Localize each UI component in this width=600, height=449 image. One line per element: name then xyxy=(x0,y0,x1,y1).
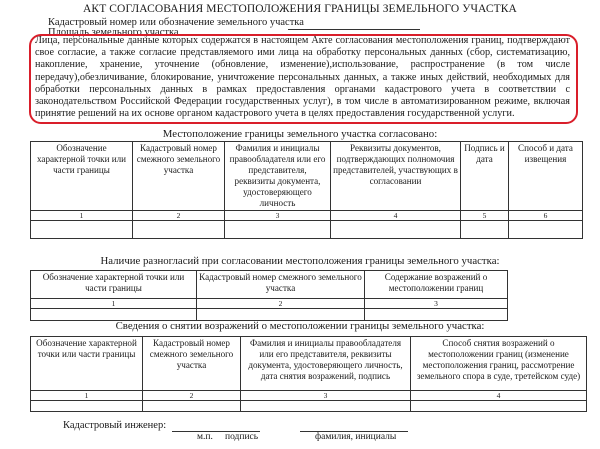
column-number: 2 xyxy=(143,391,241,401)
agreement-header-cell: Подпись и дата xyxy=(461,142,509,211)
agreement-header-cell: Реквизиты документов, подтверждающих полномочия представителей, участвующих в согласовании xyxy=(331,142,461,211)
name-label: фамилия, инициалы xyxy=(315,432,397,442)
agreement-header-cell: Кадастровый номер смежного земельного участка xyxy=(133,142,225,211)
column-number: 1 xyxy=(31,299,197,309)
empty-cell[interactable] xyxy=(225,221,331,239)
empty-cell[interactable] xyxy=(331,221,461,239)
agreement-header-cell: Обозначение характерной точки или части границы xyxy=(31,142,133,211)
cadastral-number-blank[interactable] xyxy=(288,29,420,30)
document-title: АКТ СОГЛАСОВАНИЯ МЕСТОПОЛОЖЕНИЯ ГРАНИЦЫ ЗЕМЕЛЬНОГО УЧАСТКА xyxy=(83,3,517,15)
column-number: 4 xyxy=(331,211,461,221)
column-number: 6 xyxy=(509,211,583,221)
section1-title: Местоположение границы земельного участка согласовано: xyxy=(162,128,438,140)
column-number: 3 xyxy=(241,391,411,401)
column-number: 1 xyxy=(31,391,143,401)
empty-cell[interactable] xyxy=(197,309,365,321)
column-number: 4 xyxy=(411,391,587,401)
empty-cell[interactable] xyxy=(461,221,509,239)
stamp-label: м.п. xyxy=(197,432,213,442)
empty-cell[interactable] xyxy=(365,309,508,321)
empty-cell[interactable] xyxy=(509,221,583,239)
agreement-header-cell: Фамилия и инициалы правообладателя или его представителя, реквизиты документа, удостоверяющего личность xyxy=(225,142,331,211)
disagreement-table xyxy=(30,270,508,321)
removal-header-cell: Способ снятия возражений о местоположении границ (изменение местоположения границ, рассмотрение земельного спора в суде, третейском суде) xyxy=(411,337,587,391)
removal-header-cell: Фамилия и инициалы правообладателя или его представителя, реквизиты документа, удостоверяющего личность, дата снятия возражений, подпись xyxy=(241,337,411,391)
section3-title: Сведения о снятии возражений о местоположении границы земельного участка: xyxy=(115,320,485,332)
empty-cell[interactable] xyxy=(31,221,133,239)
column-number: 3 xyxy=(225,211,331,221)
column-number: 2 xyxy=(197,299,365,309)
empty-cell[interactable] xyxy=(241,401,411,412)
empty-cell[interactable] xyxy=(143,401,241,412)
section2-title: Наличие разногласий при согласовании местоположения границы земельного участка: xyxy=(100,255,500,267)
column-number: 1 xyxy=(31,211,133,221)
agreement-header-cell: Способ и дата извещения xyxy=(509,142,583,211)
empty-cell[interactable] xyxy=(411,401,587,412)
cadastral-engineer-label: Кадастровый инженер: xyxy=(63,420,167,431)
cadastral-number-label: Кадастровый номер или обозначение земельного участка xyxy=(48,17,304,28)
removal-header-cell: Кадастровый номер смежного земельного участка xyxy=(143,337,241,391)
area-label: Площадь земельного участка xyxy=(48,27,179,38)
disagreement-header-cell: Обозначение характерной точки или части границы xyxy=(31,271,197,299)
disagreement-header-cell: Содержание возражений о местоположении границ xyxy=(365,271,508,299)
agreement-table xyxy=(30,141,583,239)
empty-cell[interactable] xyxy=(133,221,225,239)
disagreement-header-cell: Кадастровый номер смежного земельного участка xyxy=(197,271,365,299)
consent-paragraph: Лица, персональные данные которых содержатся в настоящем Акте согласования местоположения границ, подтверждают свое согласие, а также согласие представляемого ими лица на обработку персональных данных (сбор, систематизацию, накопление, хранение, уточнение (обновление, изменение),использование, распространение (в том числе передачу),обезличивание, блокирование, уничтожение персональных данных, а также иных действий, необходимых для обработки персональных данных в рамках предоставления органами кадастрового учета в соответствии с законодательством Российской Федерации государственных услуг), в том числе в автоматизированном режиме, включая принятие решений на их основе органом кадастрового учета в целях предоставления государственной услуги. xyxy=(35,35,570,120)
column-number: 3 xyxy=(365,299,508,309)
signature-label: подпись xyxy=(225,432,259,442)
removal-header-cell: Обозначение характерной точки или части границы xyxy=(31,337,143,391)
column-number: 2 xyxy=(133,211,225,221)
objection-removal-table xyxy=(30,336,587,412)
empty-cell[interactable] xyxy=(31,401,143,412)
empty-cell[interactable] xyxy=(31,309,197,321)
column-number: 5 xyxy=(461,211,509,221)
